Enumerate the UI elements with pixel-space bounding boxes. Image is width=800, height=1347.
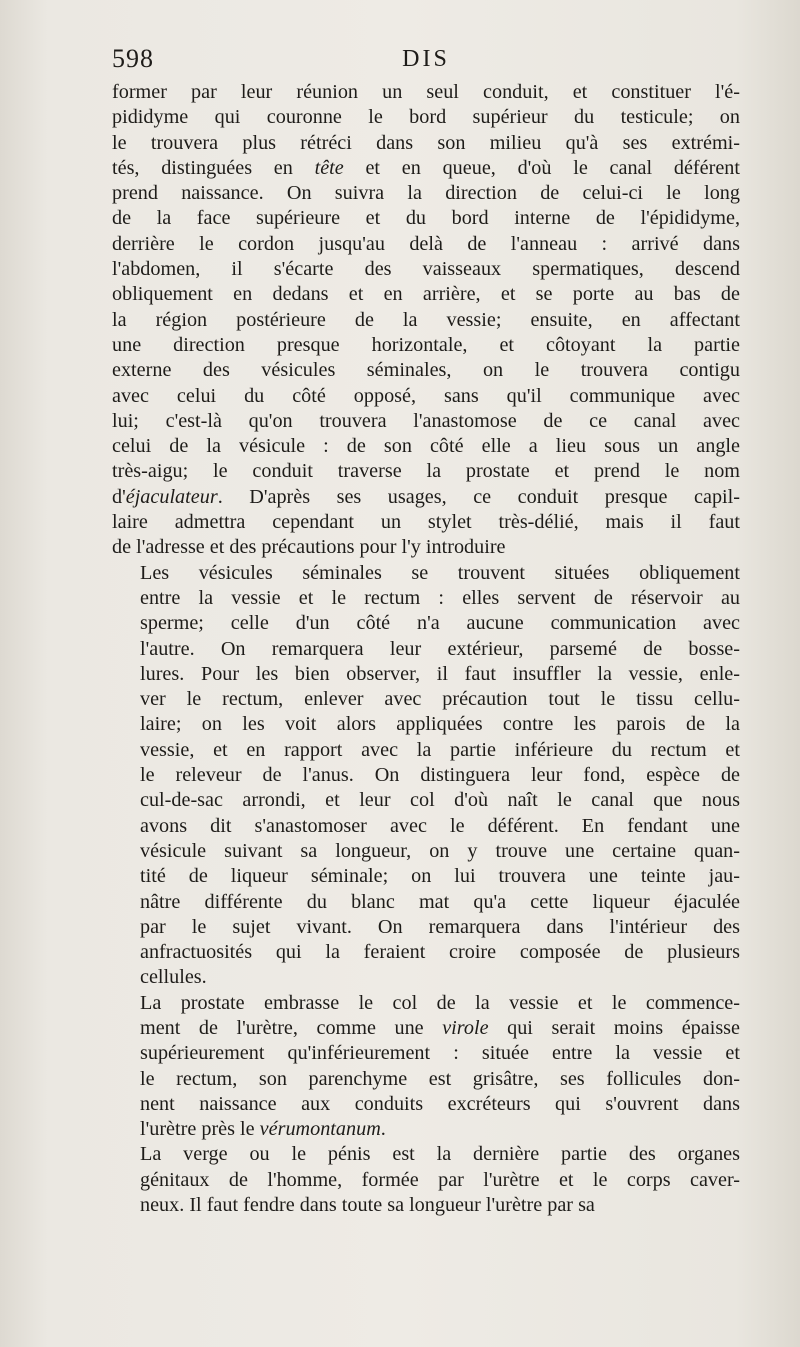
text-run: génitaux de l'homme, formée par l'urètre et le corps caver- xyxy=(140,1168,740,1191)
text-line xyxy=(112,839,740,864)
text-run: cul-de-sac arrondi, et leur col d'où naît le canal que nous xyxy=(140,789,740,812)
text-line xyxy=(112,1168,740,1193)
text-run: laire admettra cependant un stylet très-délié, mais il faut xyxy=(112,511,740,534)
text-run: l'urètre près le xyxy=(140,1118,260,1141)
text-run: lui; c'est-là qu'on trouvera l'anastomose de ce canal avec xyxy=(112,409,740,432)
text-line xyxy=(112,890,740,915)
text-line xyxy=(112,814,740,839)
text-run: l'abdomen, il s'écarte des vaisseaux spermatiques, descend xyxy=(112,258,740,281)
text-line xyxy=(112,80,740,105)
italic-term: vérumontanum xyxy=(259,1118,381,1141)
text-run: lures. Pour les bien observer, il faut insuffler la vessie, enle- xyxy=(140,662,740,685)
text-line xyxy=(112,206,740,231)
text-run: Les vésicules séminales se trouvent situées obliquement xyxy=(140,561,740,584)
paragraph xyxy=(112,80,740,561)
text-line xyxy=(112,485,740,510)
text-line xyxy=(112,662,740,687)
text-run: ment de l'urètre, comme une xyxy=(140,1016,443,1039)
text-run: tité de liqueur séminale; on lui trouvera une teinte jau- xyxy=(140,865,740,888)
text-line xyxy=(112,965,740,990)
text-line xyxy=(112,1067,740,1092)
text-line xyxy=(112,1117,740,1142)
text-line xyxy=(112,738,740,763)
paragraph xyxy=(112,1142,740,1218)
text-line xyxy=(112,940,740,965)
italic-term: tête xyxy=(314,156,344,179)
running-head xyxy=(112,44,740,80)
text-line xyxy=(112,308,740,333)
text-run: de l'adresse et des précautions pour l'y introduire xyxy=(112,536,506,559)
text-line xyxy=(112,282,740,307)
text-line xyxy=(112,763,740,788)
paragraph xyxy=(112,561,740,991)
text-line xyxy=(112,915,740,940)
text-line xyxy=(112,1142,740,1167)
text-run: qui serait moins épaisse xyxy=(488,1016,740,1039)
text-run: ver le rectum, enlever avec précaution tout le tissu cellu- xyxy=(140,688,740,711)
text-line xyxy=(112,156,740,181)
text-run: avons dit s'anastomoser avec le déférent. En fendant une xyxy=(140,814,740,837)
text-line xyxy=(112,105,740,130)
paragraph xyxy=(112,991,740,1143)
page-number: 598 xyxy=(112,44,154,73)
text-run: avec celui du côté opposé, sans qu'il communique avec xyxy=(112,384,740,407)
text-run: une direction presque horizontale, et côtoyant la partie xyxy=(112,333,740,356)
text-line xyxy=(112,358,740,383)
text-line xyxy=(112,788,740,813)
text-run: vessie, et en rapport avec la partie inférieure du rectum et xyxy=(140,738,740,761)
text-run: prend naissance. On suivra la direction de celui-ci le long xyxy=(112,182,740,205)
text-run: nâtre différente du blanc mat qu'a cette liqueur éjaculée xyxy=(140,890,740,913)
text-line xyxy=(112,232,740,257)
text-run: d' xyxy=(112,485,126,508)
text-run: neux. Il faut fendre dans toute sa longueur l'urètre par sa xyxy=(140,1194,595,1217)
text-run: entre la vessie et le rectum : elles servent de réservoir au xyxy=(140,586,740,609)
text-line xyxy=(112,586,740,611)
text-line xyxy=(112,637,740,662)
text-line xyxy=(112,1193,740,1218)
text-run: de la face supérieure et du bord interne de l'épididyme, xyxy=(112,207,740,230)
text-run: vésicule suivant sa longueur, on y trouve une certaine quan- xyxy=(140,839,740,862)
text-run: la région postérieure de la vessie; ensuite, en affectant xyxy=(112,308,740,331)
text-run: l'autre. On remarquera leur extérieur, parsemé de bosse- xyxy=(140,637,740,660)
text-line xyxy=(112,535,740,560)
italic-term: éjaculateur xyxy=(125,485,218,508)
text-run: le rectum, son parenchyme est grisâtre, ses follicules don- xyxy=(140,1067,740,1090)
body-text xyxy=(112,80,740,1218)
text-line xyxy=(112,384,740,409)
text-run: supérieurement qu'inférieurement : située entre la vessie et xyxy=(140,1042,740,1065)
text-line xyxy=(112,131,740,156)
text-line xyxy=(112,687,740,712)
text-run: anfractuosités qui la feraient croire composée de plusieurs xyxy=(140,941,740,964)
text-line xyxy=(112,181,740,206)
text-run: La prostate embrasse le col de la vessie et le commence- xyxy=(140,991,740,1014)
text-run: derrière le cordon jusqu'au delà de l'anneau : arrivé dans xyxy=(112,232,740,255)
text-run: nent naissance aux conduits excréteurs qui s'ouvrent dans xyxy=(140,1092,740,1115)
text-run: . xyxy=(380,1118,386,1141)
italic-term: virole xyxy=(442,1016,489,1039)
text-line xyxy=(112,561,740,586)
text-run: très-aigu; le conduit traverse la prostate et prend le nom xyxy=(112,460,740,483)
text-run: laire; on les voit alors appliquées contre les parois de la xyxy=(140,713,740,736)
text-line xyxy=(112,1092,740,1117)
text-run: pididyme qui couronne le bord supérieur du testicule; on xyxy=(112,106,740,129)
text-line xyxy=(112,409,740,434)
text-line xyxy=(112,991,740,1016)
text-run: tés, distinguées en xyxy=(112,156,315,179)
text-run: externe des vésicules séminales, on le trouvera contigu xyxy=(112,359,740,382)
text-run: par le sujet vivant. On remarquera dans l'intérieur des xyxy=(140,915,740,938)
text-line xyxy=(112,434,740,459)
text-run: La verge ou le pénis est la dernière partie des organes xyxy=(140,1143,740,1166)
text-run: obliquement en dedans et en arrière, et se porte au bas de xyxy=(112,283,740,306)
text-run: . D'après ses usages, ce conduit presque capil- xyxy=(217,485,740,508)
running-head-title: DIS xyxy=(402,46,450,72)
text-line xyxy=(112,864,740,889)
text-line xyxy=(112,333,740,358)
text-line xyxy=(112,712,740,737)
text-run: sperme; celle d'un côté n'a aucune communication avec xyxy=(140,612,740,635)
text-run: le trouvera plus rétréci dans son milieu qu'à ses extrémi- xyxy=(112,131,740,154)
text-line xyxy=(112,459,740,484)
text-run: former par leur réunion un seul conduit, et constituer l'é- xyxy=(112,81,740,103)
text-line xyxy=(112,1041,740,1066)
text-run: et en queue, d'où le canal déférent xyxy=(343,156,740,179)
text-line xyxy=(112,510,740,535)
text-line xyxy=(112,1016,740,1041)
text-run: le releveur de l'anus. On distinguera leur fond, espèce de xyxy=(140,764,740,787)
text-line xyxy=(112,257,740,282)
text-run: cellules. xyxy=(140,966,207,989)
text-run: celui de la vésicule : de son côté elle a lieu sous un angle xyxy=(112,435,740,458)
text-line xyxy=(112,611,740,636)
